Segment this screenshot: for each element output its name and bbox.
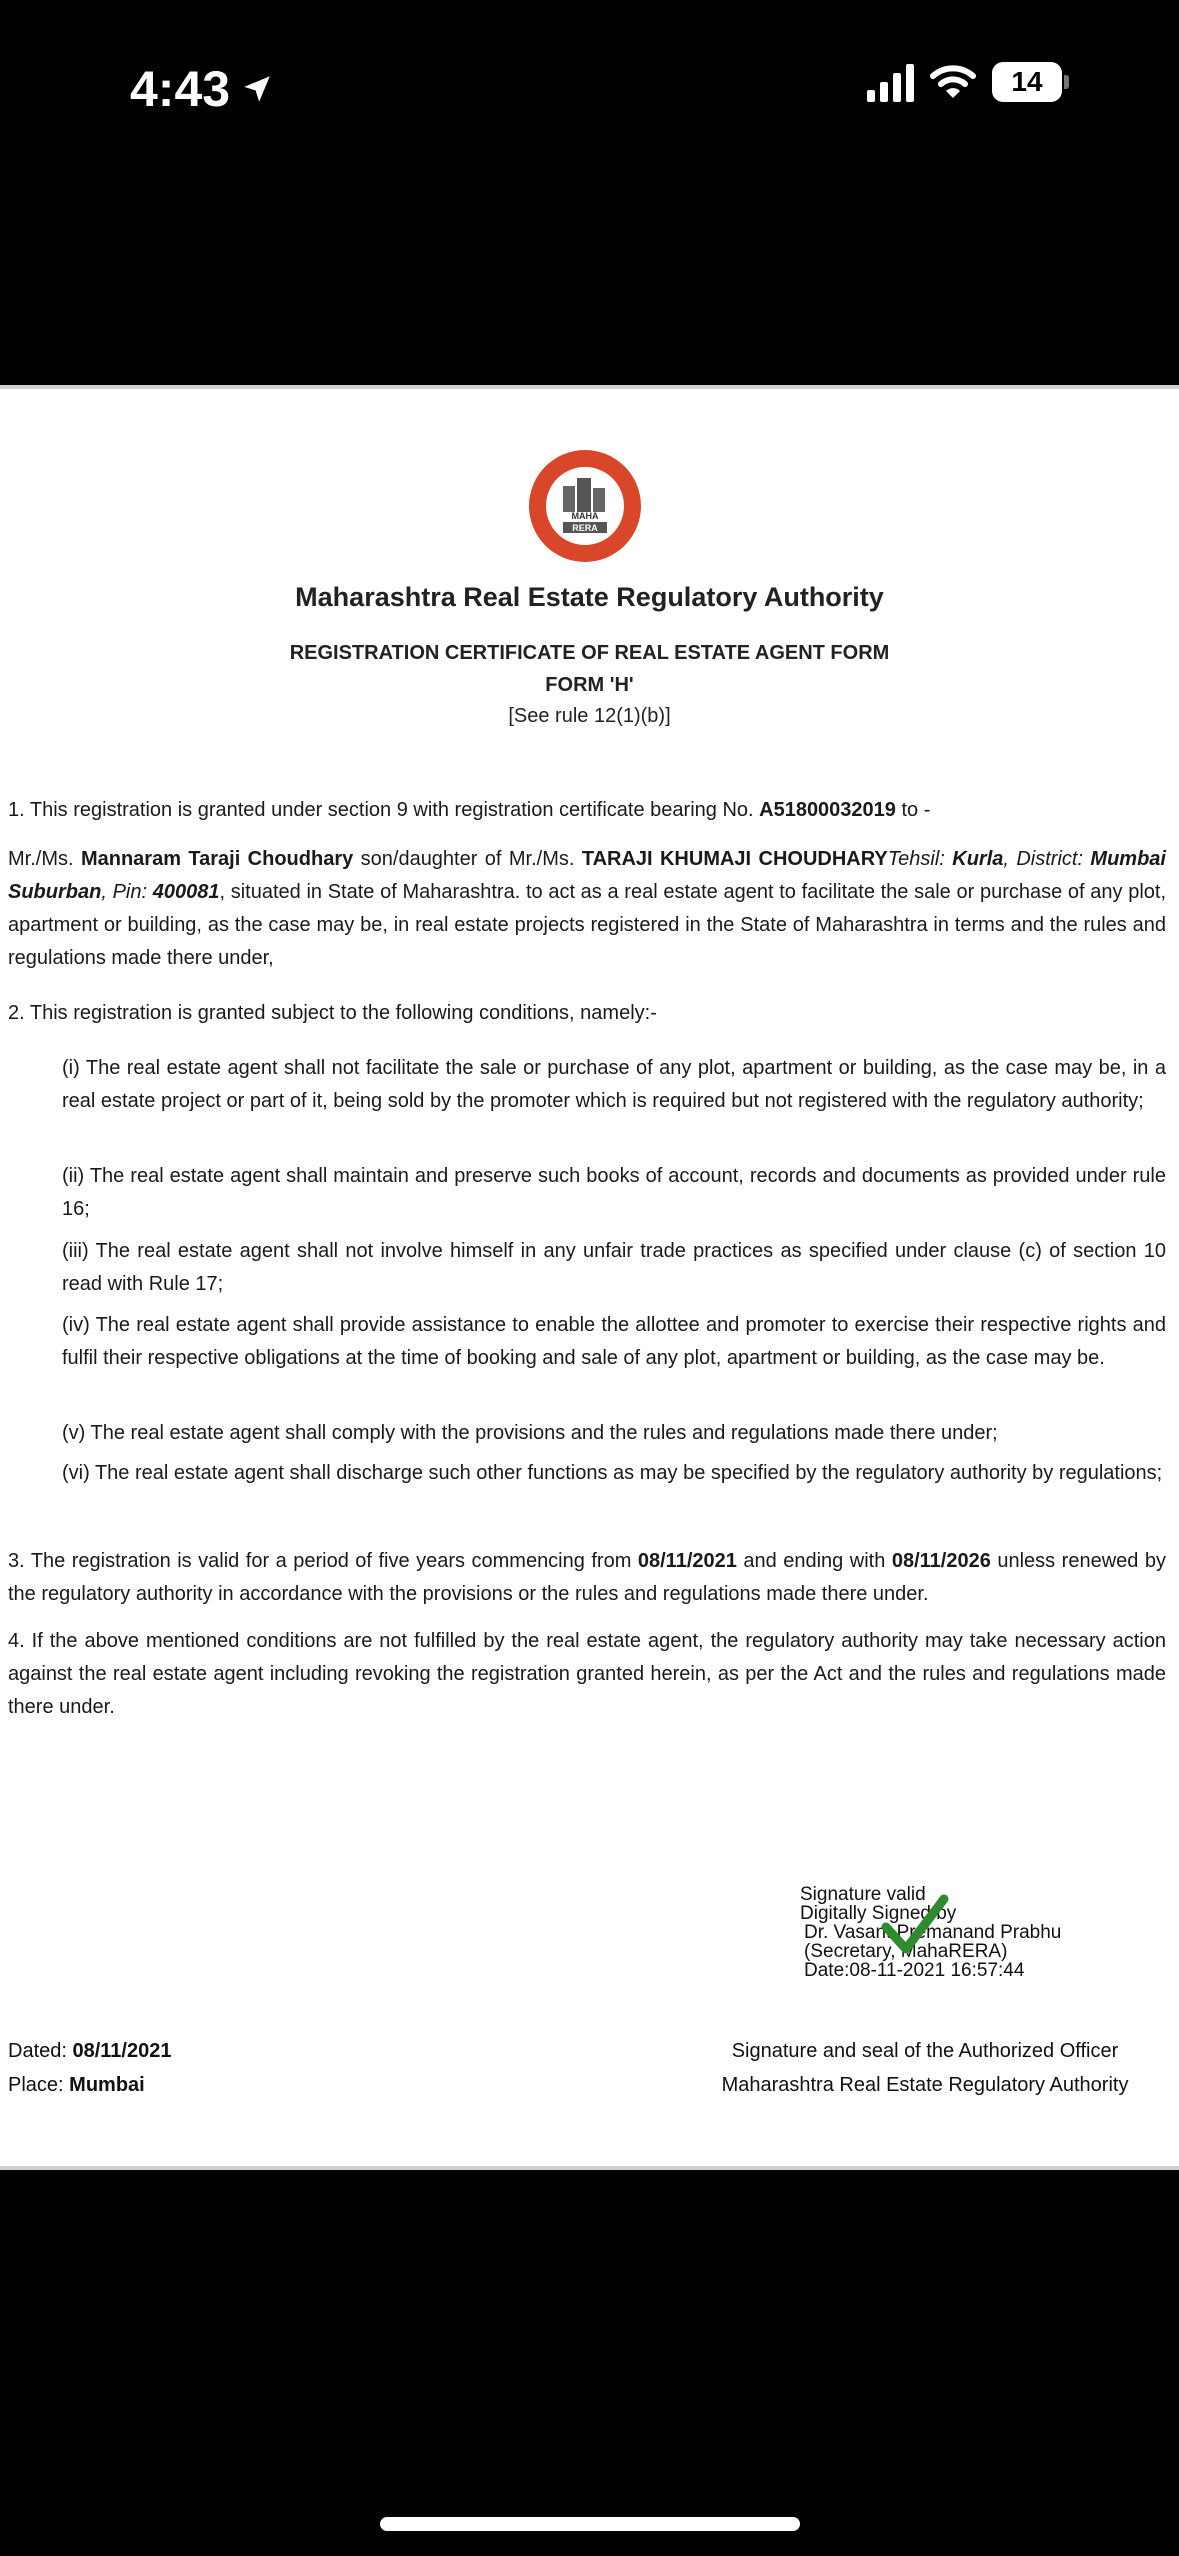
condition-iv: (iv) The real estate agent shall provide assistance to enable the allottee and promoter to exercise their respective rights and fulfil their respective obligations at the time of booking and sale of any plot, apartment or building, as the case may be. xyxy=(62,1314,1166,1369)
dated-label: Dated: xyxy=(8,2040,73,2062)
paragraph-4: 4. If the above mentioned conditions are not fulfilled by the real estate agent, the regulatory authority may take necessary action against the real estate agent including revoking the registration granted herein, as per the Act and the rules and regulations made there under. xyxy=(8,1630,1166,1718)
time-text: 4:43 xyxy=(130,61,231,117)
place-label: Place: xyxy=(8,2074,70,2096)
status-bar xyxy=(0,0,1179,385)
cellular-signal-icon xyxy=(867,62,914,102)
valid-from-date: 08/11/2021 xyxy=(637,1550,737,1572)
certificate-document xyxy=(0,385,1179,2170)
officer-line-1: Signature and seal of the Authorized Officer xyxy=(731,2040,1119,2062)
p3-text-3: unless renewed by the regulatory authority in accordance with the provisions or the rules and regulations made there under. xyxy=(8,1550,1166,1605)
rule-reference: [See rule 12(1)(b)] xyxy=(508,705,671,727)
home-indicator[interactable] xyxy=(380,2517,800,2531)
form-name: FORM 'H' xyxy=(545,674,634,696)
battery-indicator xyxy=(992,62,1069,102)
signature-status: Signature valid xyxy=(800,1884,926,1905)
agent-text-6: , situated in State of Maharashtra. to act as a real estate agent to facilitate the sale or purchase of any plot, apartment or building, as the case may be, in real estate projects registered in the State of Maharashtra in terms and the rules and regulations made there under, xyxy=(8,881,1166,969)
pin-value: 400081 xyxy=(152,881,220,903)
p1-text: 1. This registration is granted under section 9 with registration certificate bearing No. xyxy=(8,799,760,821)
wifi-icon xyxy=(930,64,976,100)
page-title: Maharashtra Real Estate Regulatory Authority xyxy=(295,582,884,612)
condition-vi: (vi) The real estate agent shall discharge such other functions as may be specified by the regulatory authority by regulations; xyxy=(62,1462,1163,1484)
p3-text-1: 3. The registration is valid for a period of five years commencing from xyxy=(8,1550,638,1572)
agent-paragraph xyxy=(8,843,1166,975)
signature-line-2: Digitally Signed by xyxy=(800,1903,957,1924)
pin-label: , Pin: xyxy=(101,881,153,903)
paragraph-3 xyxy=(8,1545,1166,1611)
authorized-officer-block xyxy=(690,2034,1160,2102)
battery-body xyxy=(992,62,1062,102)
location-arrow-icon xyxy=(240,72,274,106)
p3-text-2: and ending with xyxy=(736,1550,892,1572)
valid-to-date: 08/11/2026 xyxy=(891,1550,991,1572)
condition-v: (v) The real estate agent shall comply with the provisions and the rules and regulations made there under; xyxy=(62,1422,998,1444)
signer-name: Dr. Vasant Premanand Prabhu xyxy=(804,1922,1062,1943)
tehsil-label: Tehsil: xyxy=(887,848,953,870)
registration-number: A51800032019 xyxy=(759,799,896,821)
district-value: Mumbai Suburban xyxy=(8,848,1166,903)
seal-text-rera: RERA xyxy=(572,523,598,533)
maharera-seal-logo xyxy=(527,448,643,564)
dated-value: 08/11/2021 xyxy=(72,2040,172,2062)
checkmark-icon xyxy=(880,1889,950,1959)
place-value: Mumbai xyxy=(69,2074,145,2096)
condition-iii: (iii) The real estate agent shall not involve himself in any unfair trade practices as specified under clause (c) of section 10 read with Rule 17; xyxy=(62,1240,1166,1295)
officer-line-2: Maharashtra Real Estate Regulatory Authority xyxy=(721,2074,1129,2096)
condition-ii: (ii) The real estate agent shall maintain and preserve such books of account, records and documents as provided under rule 16; xyxy=(62,1165,1166,1220)
agent-name: Mannaram Taraji Choudhary xyxy=(80,848,354,870)
signer-title: (Secretary, MahaRERA) xyxy=(804,1941,1008,1962)
condition-i: (i) The real estate agent shall not facilitate the sale or purchase of any plot, apartment or building, as the case may be, in a real estate project or part of it, being sold by the promoter which is required but not registered with the regulatory authority; xyxy=(62,1057,1166,1112)
status-icons xyxy=(867,62,1069,102)
paragraph-1 xyxy=(8,794,1166,827)
dated-line xyxy=(8,2034,171,2068)
tehsil-value: Kurla xyxy=(952,848,1004,870)
paragraph-2: 2. This registration is granted subject to the following conditions, namely:- xyxy=(8,1002,657,1024)
battery-tip xyxy=(1064,75,1069,89)
parent-name: TARAJI KHUMAJI CHOUDHARY xyxy=(581,848,888,870)
status-time xyxy=(130,60,274,118)
bottom-area xyxy=(0,2170,1179,2556)
signature-date: Date:08-11-2021 16:57:44 xyxy=(804,1960,1025,1981)
battery-level: 14 xyxy=(1011,66,1043,97)
district-label: , District: xyxy=(1003,848,1091,870)
place-line xyxy=(8,2068,171,2102)
agent-text-2: son/daughter of Mr./Ms. xyxy=(353,848,582,870)
date-place-block xyxy=(8,2034,171,2102)
form-title: REGISTRATION CERTIFICATE OF REAL ESTATE AGENT FORM xyxy=(289,642,890,664)
seal-text-maha: MAHA xyxy=(571,511,599,521)
agent-text-1: Mr./Ms. xyxy=(8,848,81,870)
p1-suffix: to - xyxy=(895,799,931,821)
